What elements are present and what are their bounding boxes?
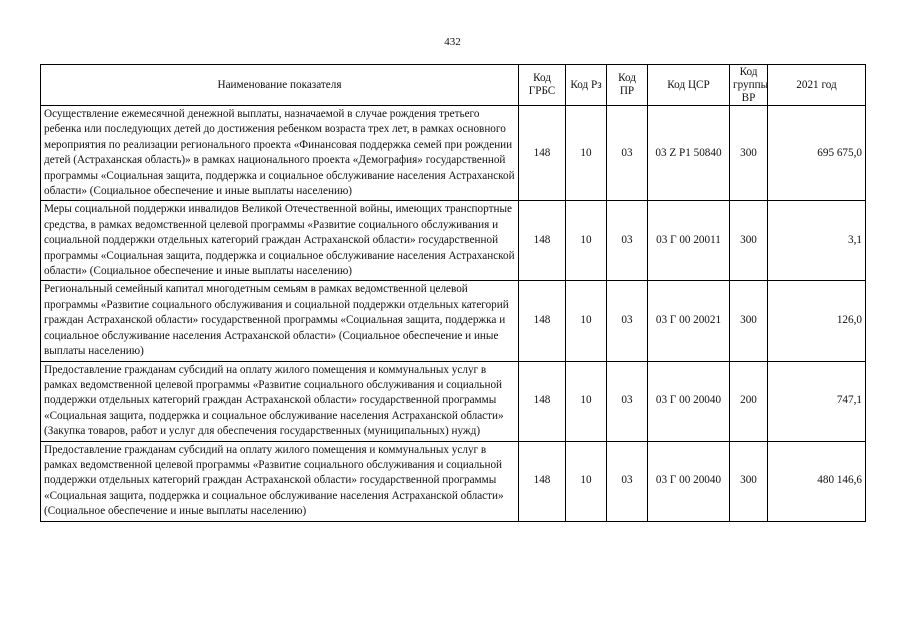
budget-table: [40, 64, 866, 522]
header-csr: Код ЦСР: [648, 65, 730, 106]
row-pr: 03: [607, 441, 648, 521]
header-name: Наименование показателя: [41, 65, 519, 106]
row-name: Предоставление гражданам субсидий на оплату жилого помещения и коммунальных услуг в рамках ведомственной целевой программы «Развитие социального обслуживания и социальной поддержки отдельных категорий граждан Астраханской области» государственной программы «Социальная защита, поддержка и социальное обслуживание населения Астраханской области» (Социальное обеспечение и иные выплаты населению): [41, 441, 519, 521]
row-rz: 10: [566, 361, 607, 441]
table-row: [41, 201, 866, 281]
row-vr: 200: [730, 361, 768, 441]
row-grbs: 148: [519, 361, 566, 441]
row-name: Осуществление ежемесячной денежной выплаты, назначаемой в случае рождения третьего ребенка или последующих детей до достижения ребенком возраста трех лет, в рамках основного мероприятия по реализации регионального проекта «Финансовая поддержка семей при рождении детей (Астраханская область)» в рамках национального проекта «Демография» государственной программы «Социальная защита, поддержка и социальное обслуживание населения Астраханской области» (Социальное обеспечение и иные выплаты населению): [41, 106, 519, 201]
table-header-row: [41, 65, 866, 106]
row-name: Региональный семейный капитал многодетным семьям в рамках ведомственной целевой программы «Развитие социального обслуживания и социальной поддержки отдельных категорий граждан Астраханской области» государственной программы «Социальная защита, поддержка и социальное обслуживание населения Астраханской области» (Социальное обеспечение и иные выплаты населению): [41, 281, 519, 361]
table-row: [41, 441, 866, 521]
row-name: Меры социальной поддержки инвалидов Великой Отечественной войны, имеющих транспортные средства, в рамках ведомственной целевой программы «Развитие социального обслуживания и социальной поддержки отдельных категорий граждан Астраханской области» государственной программы «Социальная защита, поддержка и социальное обслуживание населения Астраханской области» (Социальное обеспечение и иные выплаты населению): [41, 201, 519, 281]
row-vr: 300: [730, 201, 768, 281]
row-pr: 03: [607, 361, 648, 441]
header-pr: Код ПР: [607, 65, 648, 106]
row-csr: 03 Г 00 20021: [648, 281, 730, 361]
row-csr: 03 Г 00 20040: [648, 441, 730, 521]
table-row: [41, 281, 866, 361]
row-pr: 03: [607, 201, 648, 281]
page-number: 432: [444, 36, 461, 48]
row-amount: 126,0: [768, 281, 866, 361]
row-rz: 10: [566, 441, 607, 521]
row-amount: 695 675,0: [768, 106, 866, 201]
row-csr: 03 Г 00 20040: [648, 361, 730, 441]
header-rz: Код Рз: [566, 65, 607, 106]
row-rz: 10: [566, 201, 607, 281]
row-pr: 03: [607, 281, 648, 361]
row-rz: 10: [566, 106, 607, 201]
row-grbs: 148: [519, 281, 566, 361]
row-grbs: 148: [519, 201, 566, 281]
row-grbs: 148: [519, 106, 566, 201]
header-grbs: Код ГРБС: [519, 65, 566, 106]
row-amount: 747,1: [768, 361, 866, 441]
row-amount: 3,1: [768, 201, 866, 281]
row-vr: 300: [730, 441, 768, 521]
row-csr: 03 Г 00 20011: [648, 201, 730, 281]
row-grbs: 148: [519, 441, 566, 521]
row-name: Предоставление гражданам субсидий на оплату жилого помещения и коммунальных услуг в рамках ведомственной целевой программы «Развитие социального обслуживания и социальной поддержки отдельных категорий граждан Астраханской области» государственной программы «Социальная защита, поддержка и социальное обслуживание населения Астраханской области» (Закупка товаров, работ и услуг для обеспечения государственных (муниципальных) нужд): [41, 361, 519, 441]
header-vr: Код группы ВР: [730, 65, 768, 106]
row-csr: 03 Z P1 50840: [648, 106, 730, 201]
row-vr: 300: [730, 281, 768, 361]
table-row: [41, 106, 866, 201]
table-row: [41, 361, 866, 441]
header-year: 2021 год: [768, 65, 866, 106]
row-vr: 300: [730, 106, 768, 201]
row-rz: 10: [566, 281, 607, 361]
row-amount: 480 146,6: [768, 441, 866, 521]
row-pr: 03: [607, 106, 648, 201]
